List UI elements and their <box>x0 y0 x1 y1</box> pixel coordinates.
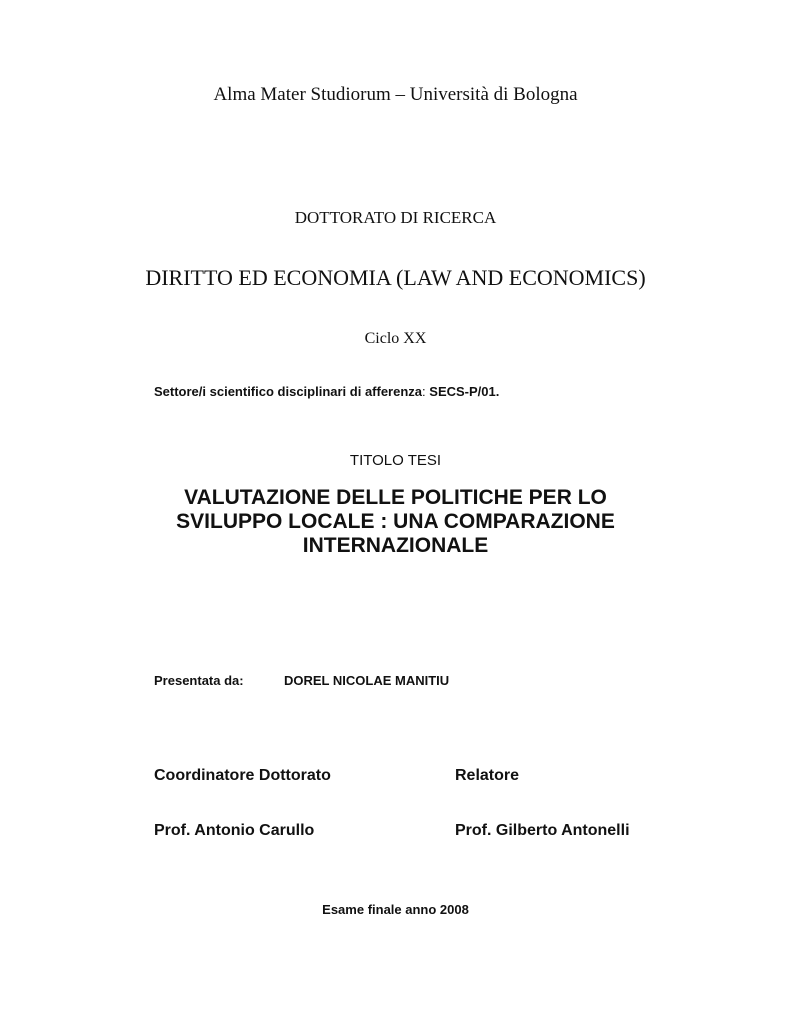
author-name: DOREL NICOLAE MANITIU <box>284 673 450 688</box>
exam-year: Esame finale anno 2008 <box>322 902 469 917</box>
sector-line <box>154 384 499 399</box>
thesis-title-line: INTERNAZIONALE <box>302 534 489 557</box>
sector-value: SECS-P/01. <box>429 384 500 399</box>
coordinator-label: Coordinatore Dottorato <box>154 767 331 784</box>
thesis-title-line: VALUTAZIONE DELLE POLITICHE PER LO <box>184 486 607 509</box>
thesis-title <box>0 486 791 558</box>
supervisor-name: Prof. Gilberto Antonelli <box>455 822 630 839</box>
coordinator-name: Prof. Antonio Carullo <box>154 822 315 839</box>
thesis-title-line: SVILUPPO LOCALE : UNA COMPARAZIONE <box>176 510 615 533</box>
thesis-label: TITOLO TESI <box>349 452 442 469</box>
doctorate-heading: DOTTORATO DI RICERCA <box>294 208 497 227</box>
university-name: Alma Mater Studiorum – Università di Bologna <box>213 84 578 105</box>
supervisor-label: Relatore <box>455 767 520 784</box>
program-title: DIRITTO ED ECONOMIA (LAW AND ECONOMICS) <box>145 265 646 290</box>
presented-by-label: Presentata da: <box>154 673 244 688</box>
sector-separator: : <box>422 384 426 399</box>
sector-label: Settore/i scientifico disciplinari di afferenza <box>154 384 423 399</box>
cycle-label: Ciclo XX <box>364 330 427 347</box>
